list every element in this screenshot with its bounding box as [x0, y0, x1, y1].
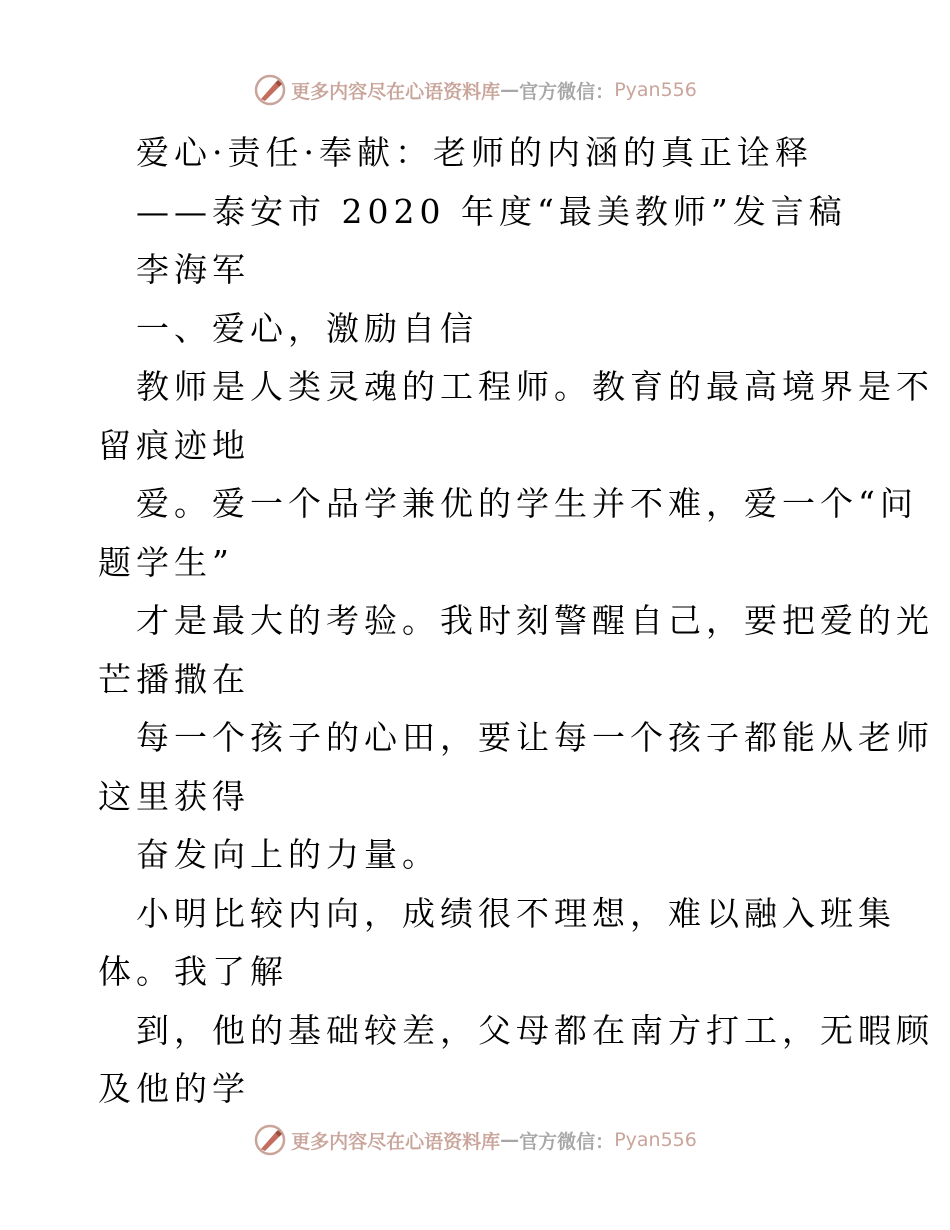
text-line: 及他的学 — [98, 1069, 250, 1108]
watermark-id: Pyan556 — [614, 1129, 697, 1151]
text-line: 题学生” — [98, 542, 234, 582]
text-line: ——泰安市 2020 年度“最美教师”发言稿 — [136, 191, 847, 231]
text-line: 体。我了解 — [98, 952, 288, 991]
document-body — [98, 124, 934, 1119]
text-line: 每一个孩子的心田，要让每一个孩子都能从老师 — [136, 718, 934, 757]
watermark-official: 官方微信： — [519, 80, 615, 103]
watermark-promo: 更多内容尽在心语资料库 — [291, 1130, 501, 1153]
watermark-dash: — — [500, 79, 520, 101]
text-line: 芒播撒在 — [98, 659, 250, 699]
text-line: 这里获得 — [98, 776, 250, 816]
header-watermark — [0, 72, 950, 108]
text-line: 留痕迹地 — [98, 425, 250, 465]
text-line: 爱。爱一个品学兼优的学生并不难，爱一个“问 — [136, 484, 918, 523]
footer-watermark — [0, 1122, 950, 1158]
text-line: 一、爱心，激励自信 — [136, 308, 478, 348]
text-line: 爱心·责任·奉献：老师的内涵的真正诠释 — [136, 133, 813, 172]
text-line: 才是最大的考验。我时刻警醒自己，要把爱的光 — [136, 601, 934, 640]
watermark-official: 官方微信： — [519, 1130, 615, 1153]
text-line: 李海军 — [136, 250, 250, 289]
text-line: 到，他的基础较差，父母都在南方打工，无暇顾 — [136, 1010, 934, 1050]
pen-logo-icon — [253, 73, 287, 107]
text-line: 小明比较内向，成绩很不理想，难以融入班集 — [136, 893, 896, 933]
text-line: 奋发向上的力量。 — [136, 835, 440, 874]
pen-logo-icon — [253, 1123, 287, 1157]
watermark-promo: 更多内容尽在心语资料库 — [291, 80, 501, 103]
text-line: 教师是人类灵魂的工程师。教育的最高境界是不 — [136, 367, 934, 406]
watermark-dash: — — [500, 1129, 520, 1151]
watermark-id: Pyan556 — [614, 79, 697, 101]
